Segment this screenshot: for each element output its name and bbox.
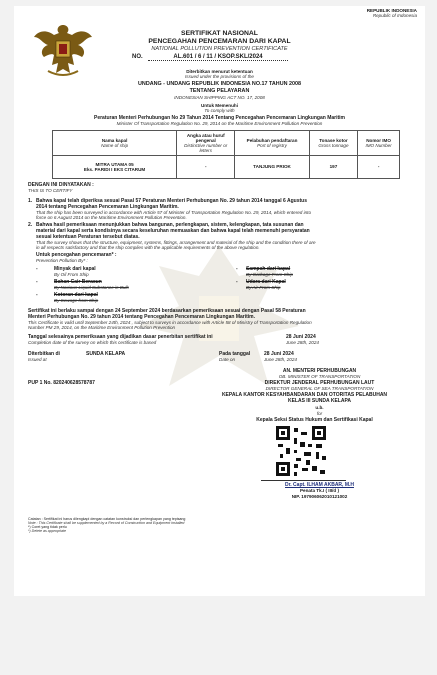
prevention-sewage-en: By Sewage from Ship [54, 298, 99, 303]
prevention-label: Untuk pencegahan pencemaran* : [36, 252, 117, 258]
signature-line [261, 480, 346, 481]
sign-line7: Kepala Seksi Status Hukum dan Sertifikasi Kapal [256, 417, 373, 423]
distinctive-cell: - [177, 156, 235, 179]
issued-place: SUNDA KELAPA [86, 351, 126, 357]
sign-line1-en: OB. MINISTER OF TRANSPORTATION [278, 374, 361, 379]
prevention-oil: Minyak dari kapal [54, 266, 96, 272]
prevention-noxious: Bahan Cair Beracun [54, 279, 102, 285]
validity-line1: Sertifikat ini berlaku sampai dengan 24 September 2024 berdasarkan pemeriksaan sesuai dengan Pasal 58 Peraturan [28, 308, 306, 314]
dash: - [236, 266, 238, 272]
signer-name: Dr. Capt. ILHAM AKBAR, M.H [285, 482, 354, 488]
issued-at-label: Diterbitkan di [28, 351, 60, 357]
dash: - [36, 279, 38, 285]
item2-number: 2. [28, 222, 33, 228]
item2-line-b: material dari kapal serta kondisinya secara keseluruhan memuaskan dan bahwa kapal telah memenuhi persyaratan [36, 228, 310, 234]
certificate-page [14, 6, 425, 596]
header-cell: Tonase kotor Gross tonnage [309, 131, 357, 156]
comply-label: Untuk Memenuhi [200, 103, 238, 108]
footnote-2: Note : This Certificate shall be supplemented by a Record of Construction and Equipment installed [28, 521, 185, 525]
dash: - [36, 266, 38, 272]
pup-number: PUP 1 No. 820240628578787 [28, 380, 95, 386]
issued-under: Diterbitkan menurut ketentuan [186, 69, 253, 74]
qr-code [276, 426, 326, 476]
signer-nip: NIP. 197906062010121002 [291, 494, 348, 499]
item2-line-c: sesuai ketentuan Peraturan tersebut diatas. [36, 234, 140, 240]
ship-name-cell: MITRA UTAMA 05 Eks. PARIDI I EKS CITARUM [53, 156, 177, 179]
item1-en-b: force on 6 August 2014 on the Maritime Environment Pollution Prevention. [36, 215, 187, 220]
validity-en2: Number PM 29, 2014, on the Maritime Environment Pollution Prevention [28, 325, 176, 330]
issue-date: 28 Juni 2024 [264, 351, 294, 357]
regulation-title-en: Minister Of Transportation Regulation No. 29, 2014 on the Maritime Environment Pollution Prevention [116, 121, 323, 126]
prevention-air: Udara dari Kapal [246, 279, 286, 285]
sign-for: for [316, 411, 323, 416]
item2-en-b: in all respects satisfactory and that the ship complies with the applicable requirements of the above regulation. [36, 245, 260, 250]
sign-line2: DIREKTUR JENDERAL PERHUBUNGAN LAUT [264, 380, 375, 386]
prevention-garbage: Sampah dari kapal [246, 266, 291, 272]
header-cell: Pelabuhan pendaftaran Port of registry [235, 131, 309, 156]
title-line1: SERTIFIKAT NASIONAL [181, 30, 258, 37]
prevention-garbage-en: By Garbage From Ship [246, 272, 293, 277]
item1-number: 1. [28, 198, 33, 204]
prevention-air-en: By Air From Ship [246, 285, 281, 290]
port-cell: TANJUNG PRIOK [235, 156, 309, 179]
ship-particulars-table [52, 130, 400, 179]
validity-line2: Menteri Perhubungan No. 29 tahun 2014 tentang Pencegahan Pencemaran Lingkungan Maritim. [28, 314, 255, 320]
country-name-en: Republic of Indonesia [372, 13, 417, 18]
date-label-en: Date on [219, 357, 236, 362]
title-line2: PENCEGAHAN PENCEMARAN DARI KAPAL [148, 38, 291, 45]
completion-label: Tanggal selesainya pemeriksaan yang dijadikan dasar penerbitan sertifikat ini [28, 334, 213, 340]
tonnage-cell: 197 [309, 156, 357, 179]
header-cell: Nama kapal Name of ship [53, 131, 177, 156]
country-name: REPUBLIK INDONESIA [366, 8, 417, 13]
act-title: UNDANG - UNDANG REPUBLIK INDONESIA NO.17 TAHUN 2008 [138, 81, 301, 87]
footnote-4: *) Delete as appropriate [28, 529, 66, 533]
cert-no-label: NO. [132, 54, 143, 60]
prevention-noxious-en: By Noxious Liquid Substance in Bulk [54, 285, 129, 290]
validity-en1: This Certificate is valid until September 24th, 2024 , subject to surveys in accordance with Article 58 of Ministry of Transportation Regulation [28, 320, 312, 325]
dash: - [236, 279, 238, 285]
item1-line-a: Bahwa kapal telah diperiksa sesuai Pasal 57 Peraturan Menteri Perhubungan No. 29 tahun 2014 tanggal 6 Agustus [36, 198, 308, 204]
issued-at-label-en: Issued at [28, 357, 47, 362]
regulation-title: Peraturan Menteri Perhubungan No 29 Tahun 2014 Tentang Pencegahan Pencemaran Lingkungan Maritim [94, 115, 345, 121]
prevention-sewage: Kotoran dari kapal [54, 292, 98, 298]
header-cell: Angka atau huruf pengenal Distinctive number or letters [177, 131, 235, 156]
sign-ub: u.b. [315, 405, 324, 410]
sign-line4: KELAS III SUNDA KELAPA [287, 398, 352, 404]
completion-date-en: June 28th, 2024 [286, 340, 319, 345]
footnote-1: Catatan : Sertifikat ini harus dilengkapi dengan catatan konstruksi dan perlengkapan yang tepisang [28, 517, 186, 521]
item2-line-a: Bahwa hasil pemeriksaan menunjukkan bahwa bangunan, perlengkapan, sistem, kelengkapan, tata susunan dan [36, 222, 304, 228]
sign-line3: KEPALA KANTOR KESYAHBANDARAN DAN OTORITAS PELABUHAN [221, 392, 388, 398]
completion-label-en: Completion date of the survey on which this certificate is based [28, 340, 157, 345]
issue-date-en: June 28th, 2024 [264, 357, 297, 362]
prevention-label-en: Prevention Pollution By* : [36, 258, 88, 263]
certify-title-en: THIS IS TO CERTIFY [28, 188, 73, 193]
header-cell: Nomor IMO IMO Number [358, 131, 400, 156]
table-header-row [53, 131, 400, 156]
issued-under-en: Issued under the provisions of the [185, 74, 254, 79]
sign-line1: AN. MENTERI PERHUBUNGAN [282, 368, 357, 374]
table-row [53, 156, 400, 179]
item1-line-b: 2014 tentang Pencegahan Pencemaran Lingkungan Maritim. [36, 204, 179, 210]
comply-label-en: To comply with [204, 108, 235, 113]
item2-en-a: That the survey shows that the structure, equipment, systems, fittings, arrangement and material of the ship and the condition there of are [36, 240, 316, 245]
cert-no-value: AL.601 / 6 / 11 / KSOP.SKL/2024 [148, 54, 288, 61]
title-en: NATIONAL POLLUTION PREVENTION CERTIFICATE [151, 46, 288, 52]
act-en: INDONESIAN SHIPPING ACT NO. 17, 2008 [174, 95, 265, 100]
prevention-oil-en: By Oil From Ship [54, 272, 89, 277]
signer-rank: Penata Tk.I ( III/d ) [299, 488, 340, 493]
act-subtitle: TENTANG PELAYARAN [189, 88, 250, 94]
completion-date: 28 Juni 2024 [286, 334, 316, 340]
dash: - [36, 292, 38, 298]
item1-en-a: That the ship has been surveyed in accordance with Article 57 of Minister of Transportation Regulation No. 29, 2014, which entered into [36, 210, 312, 215]
footnote-3: *) Coret yang tidak perlu [28, 525, 67, 529]
date-label: Pada tanggal [219, 351, 251, 357]
certify-title: DENGAN INI DINYATAKAN : [28, 182, 94, 188]
imo-cell: - [358, 156, 400, 179]
sign-line2-en: DIRECTOR GENERAL OF SEA TRANSPORTATION [265, 386, 374, 391]
